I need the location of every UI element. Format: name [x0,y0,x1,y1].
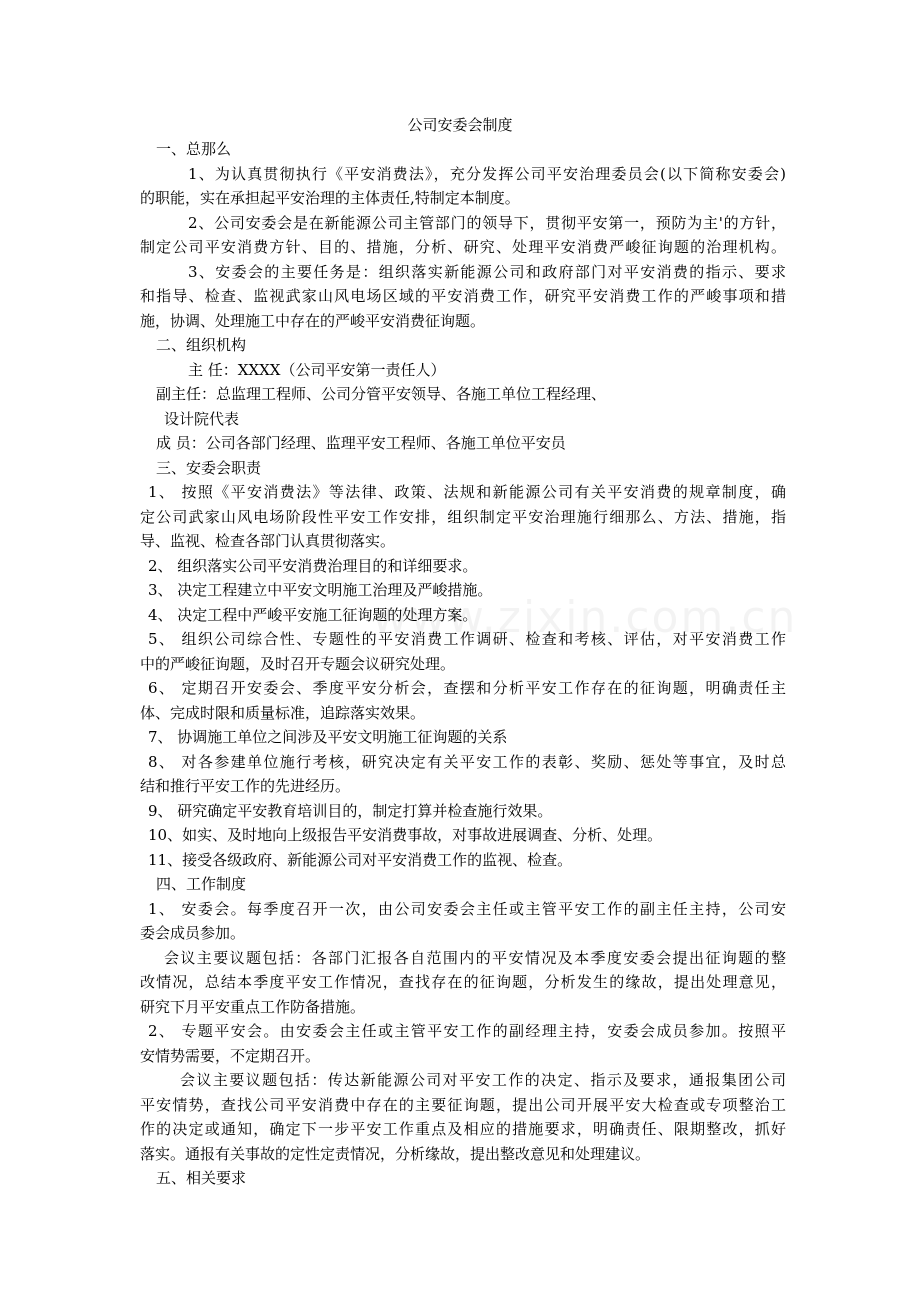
body-line: 的职能，实在承担起平安治理的主体责任,特制定本制度。 [140,189,520,207]
body-line: 设计院代表 [164,409,240,428]
body-line: 2、 专题平安会。由安委会主任或主管平安工作的副经理主持，安委会成员参加。按照平 [148,1022,786,1040]
body-line: 定公司武家山风电场阶段性平安工作安排，组织制定平安治理施行细那么、方法、措施，指 [140,507,786,526]
body-line: 8、 对各参建单位施行考核，研究决定有关平安工作的表彰、奖励、惩处等事宜，及时总 [148,752,786,771]
body-line: 成 员：公司各部门经理、监理平安工程师、各施工单位平安员 [156,434,566,452]
body-line: 3、安委会的主要任务是：组织落实新能源公司和政府部门对平安消费的指示、要求 [188,262,786,281]
body-line: 研究下月平安重点工作防备措施。 [140,997,366,1016]
body-line: 6、 定期召开安委会、季度平安分析会，查摆和分析平安工作存在的征询题，明确责任主 [148,679,786,697]
body-line: 三、安委会职责 [156,458,262,477]
body-line: 和指导、检查、监视武家山风电场区域的平安消费工作，研究平安消费工作的严峻事项和措 [140,287,786,305]
body-line: 安情势需要，不定期召开。 [140,1046,321,1065]
body-line: 1、 安委会。每季度召开一次，由公司安委会主任或主管平安工作的副主任主持，公司安 [148,899,786,918]
document-title: 公司安委会制度 [407,116,513,134]
body-line: 1、为认真贯彻执行《平安消费法》，充分发挥公司平安治理委员会(以下简称安委会) [188,164,786,183]
body-line: 体、完成时限和质量标准，追踪落实效果。 [140,703,426,722]
body-line: 主 任：XXXX（公司平安第一责任人） [188,360,446,379]
body-line: 导、监视、检查各部门认真贯彻落实。 [140,532,396,550]
body-line: 9、 研究确定平安教育培训目的，制定打算并检查施行效果。 [148,801,553,820]
body-line: 委会成员参加。 [140,924,246,942]
body-line: 5、 组织公司综合性、专题性的平安消费工作调研、检查和考核、评估，对平安消费工作 [148,630,786,648]
body-line: 施，协调、处理施工中存在的严峻平安消费征询题。 [140,311,486,330]
body-line: 副主任：总监理工程师、公司分管平安领导、各施工单位工程经理、 [156,385,607,403]
body-line: 制定公司平安消费方针、目的、措施，分析、研究、处理平安消费严峻征询题的治理机构。 [140,238,786,256]
body-line: 1、 按照《平安消费法》等法律、政策、法规和新能源公司有关平安消费的规章制度，确 [148,483,786,501]
body-line: 一、总那么 [156,140,232,158]
body-line: 11、接受各级政府、新能源公司对平安消费工作的监视、检查。 [148,850,573,869]
body-line: 二、组织机构 [156,336,247,354]
document-body [140,137,786,1191]
body-line: 中的严峻征询题，及时召开专题会议研究处理。 [140,654,456,673]
body-line: 四、工作制度 [156,875,247,893]
body-line: 结和推行平安工作的先进经历。 [140,777,351,795]
body-line: 7、 协调施工单位之间涉及平安文明施工征询题的关系 [148,728,508,746]
body-line: 平安情势，查找公司平安消费中存在的主要征询题，提出公司开展平安大检查或专项整治工 [140,1095,786,1114]
body-line: 五、相关要求 [156,1169,247,1187]
body-line: 作的决定或通知，确定下一步平安工作重点及相应的措施要求，明确责任、限期整改，抓好 [140,1120,786,1138]
body-line: 改情况，总结本季度平安工作情况，查找存在的征询题，分析发生的缘故，提出处理意见， [140,973,786,991]
body-line: 10、如实、及时地向上级报告平安消费事故，对事故进展调查、分析、处理。 [148,826,663,844]
body-line: 2、 组织落实公司平安消费治理目的和详细要求。 [148,556,478,575]
body-line: 落实。通报有关事故的定性定责情况，分析缘故，提出整改意见和处理建议。 [140,1144,651,1163]
body-line: 会议主要议题包括：传达新能源公司对平安工作的决定、指示及要求，通报集团公司 [180,1071,786,1089]
body-line: 2、公司安委会是在新能源公司主管部门的领导下，贯彻平安第一，预防为主'的方针， [188,213,786,232]
body-line: 会议主要议题包括：各部门汇报各自范围内的平安情况及本季度安委会提出征询题的整 [164,948,786,967]
body-line: 4、 决定工程中严峻平安施工征询题的处理方案。 [148,605,478,624]
body-line: 3、 决定工程建立中平安文明施工治理及严峻措施。 [148,581,493,599]
